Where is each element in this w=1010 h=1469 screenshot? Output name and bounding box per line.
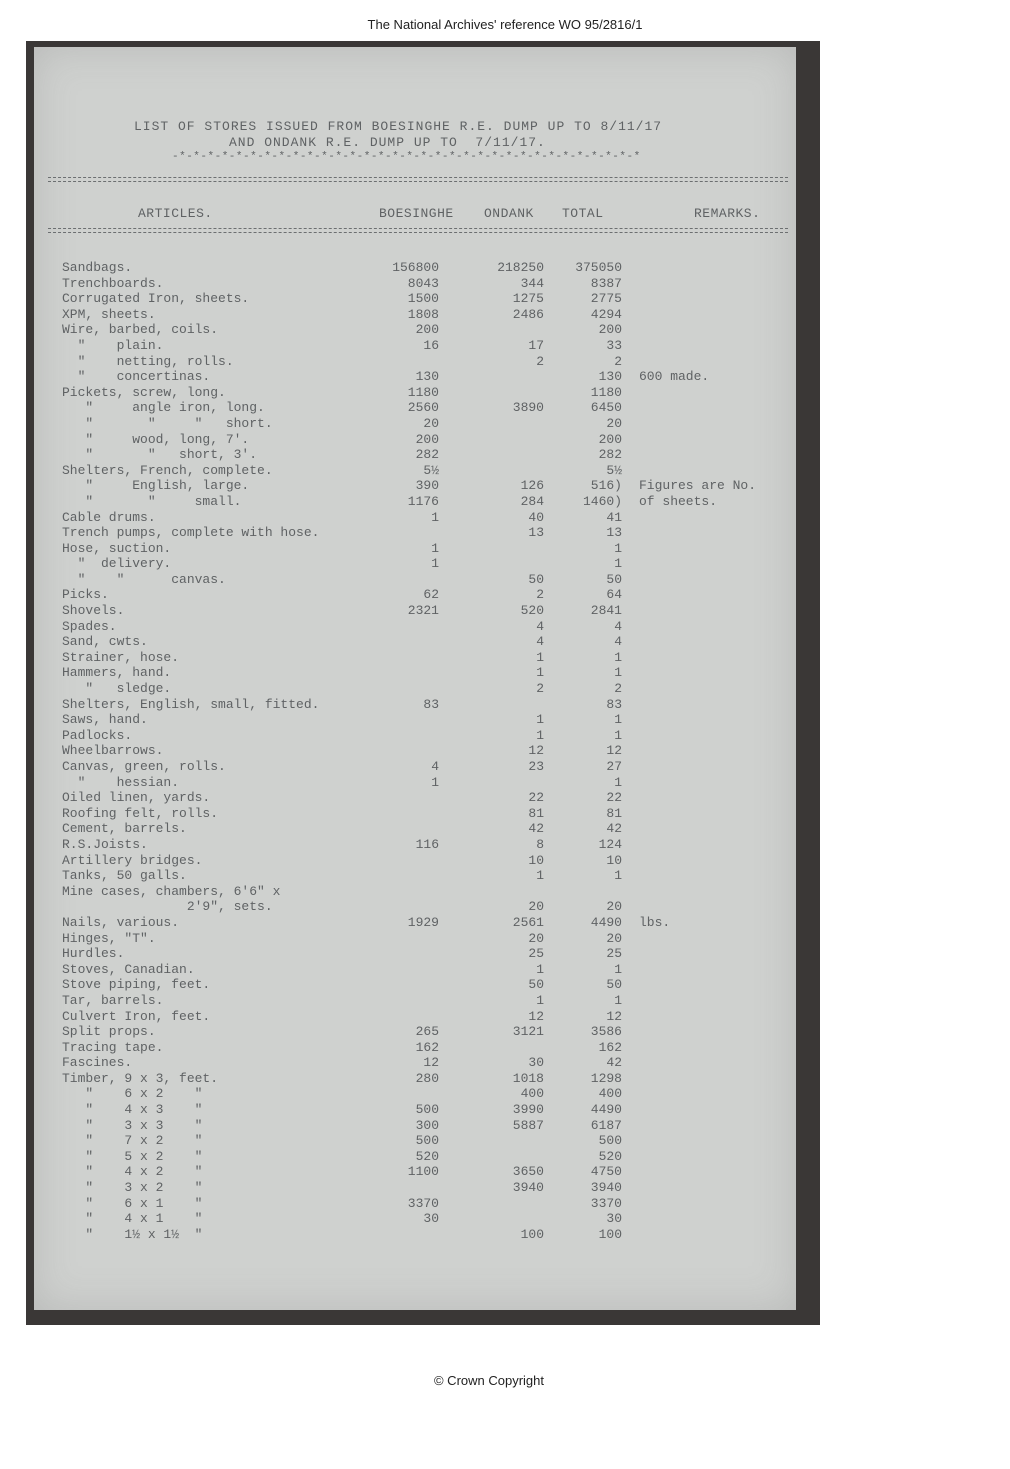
article-cell: Stove piping, feet. <box>62 977 211 993</box>
article-cell: Fascines. <box>62 1055 133 1071</box>
article-cell: Tanks, 50 galls. <box>62 868 187 884</box>
boesinghe-cell: 390 <box>415 478 439 494</box>
table-row <box>34 291 796 307</box>
total-cell: 130 <box>598 369 622 385</box>
ondank-cell: 400 <box>520 1086 544 1102</box>
ondank-cell: 25 <box>528 946 544 962</box>
total-cell: 27 <box>606 759 622 774</box>
table-row <box>34 478 796 494</box>
table-row <box>34 915 796 931</box>
boesinghe-cell: 1 <box>431 774 439 790</box>
boesinghe-cell: 162 <box>415 1039 439 1055</box>
boesinghe-cell: 1100 <box>407 1164 439 1180</box>
ondank-cell: 4 <box>536 634 544 650</box>
ondank-cell: 5887 <box>512 1117 544 1133</box>
table-row <box>34 650 796 666</box>
article-cell: " 4 x 2 " <box>62 1164 203 1180</box>
total-cell: 1 <box>614 712 622 728</box>
article-cell: Oiled linen, yards. <box>62 790 211 806</box>
boesinghe-cell: 1500 <box>407 291 439 307</box>
total-cell: 30 <box>606 1211 622 1227</box>
table-row <box>34 1227 796 1243</box>
ondank-cell: 3990 <box>512 1102 544 1118</box>
table-row <box>34 354 796 370</box>
article-cell: Culvert Iron, feet. <box>62 1008 211 1024</box>
boesinghe-cell: 200 <box>415 431 439 447</box>
table-row <box>34 587 796 603</box>
divider-rule <box>48 181 788 182</box>
total-cell: 1 <box>614 868 622 884</box>
ondank-cell: 284 <box>520 493 544 509</box>
column-header-remarks: REMARKS. <box>694 206 761 221</box>
total-cell: 1 <box>614 992 622 1008</box>
ondank-cell: 50 <box>528 977 544 993</box>
article-cell: Tar, barrels. <box>62 992 164 1008</box>
total-cell: 3370 <box>590 1195 622 1211</box>
table-row <box>34 276 796 292</box>
table-row <box>34 322 796 338</box>
table-row <box>34 993 796 1009</box>
table-row <box>34 416 796 432</box>
boesinghe-cell: 3370 <box>407 1195 439 1211</box>
ondank-cell: 2486 <box>512 306 544 322</box>
article-cell: Nails, various. <box>62 914 180 930</box>
total-cell: 400 <box>598 1086 622 1102</box>
boesinghe-cell: 1 <box>431 556 439 572</box>
table-row <box>34 1133 796 1149</box>
article-cell: Mine cases, chambers, 6'6" x <box>62 883 281 899</box>
table-row <box>34 338 796 354</box>
article-cell: XPM, sheets. <box>62 306 156 322</box>
article-cell: " " small. <box>62 493 242 509</box>
table-row <box>34 884 796 900</box>
ondank-cell: 126 <box>520 478 544 494</box>
table-row <box>34 899 796 915</box>
boesinghe-cell: 2560 <box>407 400 439 416</box>
boesinghe-cell: 62 <box>423 587 439 603</box>
ondank-cell: 3650 <box>512 1164 544 1180</box>
table-row <box>34 962 796 978</box>
total-cell: 1 <box>614 556 622 572</box>
total-cell: 25 <box>606 946 622 962</box>
article-cell: Cable drums. <box>62 509 156 525</box>
boesinghe-cell: 16 <box>423 337 439 353</box>
total-cell: 124 <box>598 836 622 852</box>
ondank-cell: 1 <box>536 727 544 743</box>
total-cell: 282 <box>598 447 622 463</box>
total-cell: 1 <box>614 961 622 977</box>
table-row <box>34 385 796 401</box>
table-row <box>34 1024 796 1040</box>
article-cell: Roofing felt, rolls. <box>62 805 219 821</box>
total-cell: 1 <box>614 665 622 681</box>
total-cell: 20 <box>606 899 622 915</box>
ondank-cell: 1018 <box>512 1070 544 1086</box>
remarks-cell: Figures are No. <box>639 478 757 494</box>
ondank-cell: 30 <box>528 1055 544 1071</box>
copyright-notice: © Crown Copyright <box>433 1373 544 1388</box>
table-row <box>34 1009 796 1025</box>
boesinghe-cell: 5½ <box>423 462 439 478</box>
divider-rule <box>48 177 788 178</box>
ondank-cell: 4 <box>536 618 544 634</box>
boesinghe-cell: 282 <box>415 447 439 463</box>
article-cell: " " " short. <box>62 415 273 431</box>
column-header-total: TOTAL <box>562 206 604 221</box>
table-row <box>34 260 796 276</box>
article-cell: Picks. <box>62 587 109 603</box>
article-cell: Sandbags. <box>62 260 133 275</box>
article-cell: " concertinas. <box>62 369 211 385</box>
ondank-cell: 12 <box>528 743 544 759</box>
total-cell: 41 <box>606 509 622 525</box>
total-cell: 1 <box>614 649 622 665</box>
article-cell: " 6 x 1 " <box>62 1195 203 1211</box>
article-cell: Timber, 9 x 3, feet. <box>62 1070 219 1086</box>
article-cell: " 4 x 1 " <box>62 1211 203 1227</box>
table-row <box>34 946 796 962</box>
boesinghe-cell: 30 <box>423 1211 439 1227</box>
total-cell: 2 <box>614 353 622 369</box>
article-cell: " angle iron, long. <box>62 400 265 416</box>
table-row <box>34 790 796 806</box>
table-row <box>34 572 796 588</box>
total-cell: 50 <box>606 977 622 993</box>
article-cell: Shelters, English, small, fitted. <box>62 696 320 712</box>
total-cell: 1 <box>614 727 622 743</box>
table-row <box>34 1180 796 1196</box>
ondank-cell: 81 <box>528 805 544 821</box>
table-row <box>34 494 796 510</box>
total-cell: 8387 <box>590 275 622 291</box>
article-cell: " 3 x 3 " <box>62 1117 203 1133</box>
total-cell: 13 <box>606 525 622 541</box>
table-row <box>34 556 796 572</box>
table-row <box>34 1040 796 1056</box>
ondank-cell: 8 <box>536 836 544 852</box>
boesinghe-cell: 156800 <box>392 260 439 275</box>
total-cell: 1 <box>614 540 622 556</box>
total-cell: 2775 <box>590 291 622 307</box>
boesinghe-cell: 12 <box>423 1055 439 1071</box>
ondank-cell: 10 <box>528 852 544 868</box>
article-cell: Saws, hand. <box>62 712 148 728</box>
total-cell: 1180 <box>590 384 622 400</box>
total-cell: 50 <box>606 571 622 587</box>
article-cell: Sand, cwts. <box>62 634 148 650</box>
table-row <box>34 463 796 479</box>
table-row <box>34 400 796 416</box>
article-cell: " 4 x 3 " <box>62 1102 203 1118</box>
total-cell: 4 <box>614 634 622 650</box>
table-row <box>34 1149 796 1165</box>
boesinghe-cell: 116 <box>415 836 439 852</box>
total-cell: 2 <box>614 681 622 697</box>
table-row <box>34 806 796 822</box>
ondank-cell: 3890 <box>512 400 544 416</box>
stores-table <box>34 260 796 1242</box>
remarks-cell: 600 made. <box>639 369 710 385</box>
archive-reference: The National Archives' reference WO 95/2816/1 <box>367 17 643 32</box>
table-row <box>34 1211 796 1227</box>
table-row <box>34 977 796 993</box>
total-cell: 200 <box>598 431 622 447</box>
title-decoration: -*-*-*-*-*-*-*-*-*-*-*-*-*-*-*-*-*-*-*-*-*-*-*-*-*-*-*-*-*-*-*-*-* <box>172 151 641 163</box>
article-cell: " sledge. <box>62 681 172 697</box>
column-header-ondank: ONDANK <box>484 206 534 221</box>
ondank-cell: 17 <box>528 337 544 353</box>
divider-rule <box>48 232 788 233</box>
table-row <box>34 775 796 791</box>
article-cell: " " canvas. <box>62 571 226 587</box>
table-row <box>34 759 796 775</box>
total-cell: 20 <box>606 415 622 431</box>
table-row <box>34 868 796 884</box>
ondank-cell: 1 <box>536 961 544 977</box>
ondank-cell: 50 <box>528 571 544 587</box>
table-row <box>34 510 796 526</box>
table-row <box>34 525 796 541</box>
article-cell: Wire, barbed, coils. <box>62 322 219 338</box>
boesinghe-cell: 520 <box>415 1148 439 1164</box>
article-cell: Hurdles. <box>62 946 125 962</box>
total-cell: 4750 <box>590 1164 622 1180</box>
table-row <box>34 837 796 853</box>
total-cell: 4490 <box>590 914 622 930</box>
article-cell: " hessian. <box>62 774 180 790</box>
total-cell: 1298 <box>590 1070 622 1086</box>
ondank-cell: 1275 <box>512 291 544 307</box>
table-row <box>34 369 796 385</box>
ondank-cell: 20 <box>528 899 544 915</box>
table-row <box>34 1164 796 1180</box>
article-cell: Hinges, "T". <box>62 930 156 946</box>
article-cell: " netting, rolls. <box>62 353 234 369</box>
article-cell: R.S.Joists. <box>62 836 148 852</box>
boesinghe-cell: 130 <box>415 369 439 385</box>
total-cell: 375050 <box>575 260 622 275</box>
table-row <box>34 712 796 728</box>
total-cell: 3940 <box>590 1180 622 1196</box>
total-cell: 33 <box>606 337 622 353</box>
ondank-cell: 2561 <box>512 914 544 930</box>
total-cell: 4 <box>614 618 622 634</box>
ondank-cell: 12 <box>528 1008 544 1024</box>
ondank-cell: 23 <box>528 759 544 774</box>
article-cell: Split props. <box>62 1024 156 1040</box>
table-row <box>34 1102 796 1118</box>
boesinghe-cell: 1 <box>431 509 439 525</box>
article-cell: Shovels. <box>62 603 125 619</box>
ondank-cell: 1 <box>536 868 544 884</box>
article-cell: " wood, long, 7'. <box>62 431 250 447</box>
table-row <box>34 541 796 557</box>
table-row <box>34 1118 796 1134</box>
total-cell: 6187 <box>590 1117 622 1133</box>
table-row <box>34 1086 796 1102</box>
article-cell: Artillery bridges. <box>62 852 203 868</box>
table-row <box>34 603 796 619</box>
boesinghe-cell: 200 <box>415 322 439 338</box>
ondank-cell: 22 <box>528 790 544 806</box>
article-cell: " 1½ x 1½ " <box>62 1226 203 1242</box>
boesinghe-cell: 500 <box>415 1102 439 1118</box>
article-cell: Spades. <box>62 618 117 634</box>
article-cell: Hose, suction. <box>62 540 172 556</box>
ondank-cell: 3121 <box>512 1024 544 1040</box>
table-row <box>34 432 796 448</box>
boesinghe-cell: 300 <box>415 1117 439 1133</box>
ondank-cell: 1 <box>536 992 544 1008</box>
total-cell: 83 <box>606 696 622 712</box>
total-cell: 4294 <box>590 306 622 322</box>
boesinghe-cell: 1808 <box>407 306 439 322</box>
remarks-cell: lbs. <box>639 914 671 930</box>
total-cell: 42 <box>606 821 622 837</box>
table-row <box>34 634 796 650</box>
ondank-cell: 100 <box>520 1226 544 1242</box>
ondank-cell: 344 <box>520 275 544 291</box>
total-cell: 100 <box>598 1226 622 1242</box>
ondank-cell: 2 <box>536 681 544 697</box>
article-cell: Hammers, hand. <box>62 665 172 681</box>
boesinghe-cell: 20 <box>423 415 439 431</box>
column-header-articles: ARTICLES. <box>138 206 213 221</box>
total-cell: 20 <box>606 930 622 946</box>
article-cell: Stoves, Canadian. <box>62 961 195 977</box>
boesinghe-cell: 83 <box>423 696 439 712</box>
total-cell: 162 <box>598 1039 622 1055</box>
boesinghe-cell: 4 <box>431 759 439 774</box>
article-cell: " 3 x 2 " <box>62 1180 203 1196</box>
total-cell: 3586 <box>590 1024 622 1040</box>
ondank-cell: 520 <box>520 603 544 619</box>
article-cell: Wheelbarrows. <box>62 743 164 759</box>
total-cell: 500 <box>598 1133 622 1149</box>
document-title-line-1: LIST OF STORES ISSUED FROM BOESINGHE R.E. DUMP UP TO 8/11/17 <box>134 119 663 134</box>
boesinghe-cell: 265 <box>415 1024 439 1040</box>
article-cell: Padlocks. <box>62 727 133 743</box>
total-cell: 22 <box>606 790 622 806</box>
total-cell: 516) <box>590 478 622 494</box>
table-row <box>34 681 796 697</box>
boesinghe-cell: 1180 <box>407 384 439 400</box>
table-row <box>34 743 796 759</box>
ondank-cell: 2 <box>536 587 544 603</box>
boesinghe-cell: 500 <box>415 1133 439 1149</box>
ondank-cell: 20 <box>528 930 544 946</box>
boesinghe-cell: 1 <box>431 540 439 556</box>
ondank-cell: 218250 <box>497 260 544 275</box>
total-cell: 42 <box>606 1055 622 1071</box>
total-cell: 2841 <box>590 603 622 619</box>
article-cell: Canvas, green, rolls. <box>62 759 226 774</box>
total-cell: 1460) <box>582 493 622 509</box>
article-cell: " 5 x 2 " <box>62 1148 203 1164</box>
total-cell: 1 <box>614 774 622 790</box>
article-cell: " " short, 3'. <box>62 447 258 463</box>
divider-rule <box>48 228 788 229</box>
table-row <box>34 821 796 837</box>
total-cell: 81 <box>606 805 622 821</box>
boesinghe-cell: 280 <box>415 1070 439 1086</box>
table-row <box>34 853 796 869</box>
article-cell: Strainer, hose. <box>62 649 180 665</box>
ondank-cell: 2 <box>536 353 544 369</box>
article-cell: Trench pumps, complete with hose. <box>62 525 320 541</box>
article-cell: 2'9", sets. <box>62 899 273 915</box>
table-row <box>34 697 796 713</box>
article-cell: Trenchboards. <box>62 275 164 291</box>
article-cell: " 6 x 2 " <box>62 1086 203 1102</box>
table-row <box>34 619 796 635</box>
article-cell: " plain. <box>62 337 164 353</box>
article-cell: Shelters, French, complete. <box>62 462 273 478</box>
boesinghe-cell: 2321 <box>407 603 439 619</box>
ondank-cell: 40 <box>528 509 544 525</box>
total-cell: 5½ <box>606 462 622 478</box>
boesinghe-cell: 1176 <box>407 493 439 509</box>
total-cell: 12 <box>606 1008 622 1024</box>
article-cell: Pickets, screw, long. <box>62 384 226 400</box>
ondank-cell: 42 <box>528 821 544 837</box>
table-row <box>34 665 796 681</box>
total-cell: 4490 <box>590 1102 622 1118</box>
table-row <box>34 931 796 947</box>
total-cell: 520 <box>598 1148 622 1164</box>
table-row <box>34 447 796 463</box>
total-cell: 12 <box>606 743 622 759</box>
table-row <box>34 1196 796 1212</box>
document-page <box>34 47 796 1310</box>
boesinghe-cell: 1929 <box>407 914 439 930</box>
article-cell: " English, large. <box>62 478 250 494</box>
table-row <box>34 307 796 323</box>
table-row <box>34 1055 796 1071</box>
article-cell: Corrugated Iron, sheets. <box>62 291 250 307</box>
article-cell: Cement, barrels. <box>62 821 187 837</box>
ondank-cell: 13 <box>528 525 544 541</box>
remarks-cell: of sheets. <box>639 493 718 509</box>
article-cell: " delivery. <box>62 556 172 572</box>
ondank-cell: 1 <box>536 649 544 665</box>
total-cell: 6450 <box>590 400 622 416</box>
table-row <box>34 1071 796 1087</box>
boesinghe-cell: 8043 <box>407 275 439 291</box>
ondank-cell: 1 <box>536 665 544 681</box>
ondank-cell: 1 <box>536 712 544 728</box>
total-cell: 10 <box>606 852 622 868</box>
total-cell: 200 <box>598 322 622 338</box>
document-title-line-2: AND ONDANK R.E. DUMP UP TO 7/11/17. <box>229 135 546 150</box>
total-cell: 64 <box>606 587 622 603</box>
table-row <box>34 728 796 744</box>
article-cell: " 7 x 2 " <box>62 1133 203 1149</box>
ondank-cell: 3940 <box>512 1180 544 1196</box>
article-cell: Tracing tape. <box>62 1039 164 1055</box>
column-header-boesinghe: BOESINGHE <box>379 206 454 221</box>
